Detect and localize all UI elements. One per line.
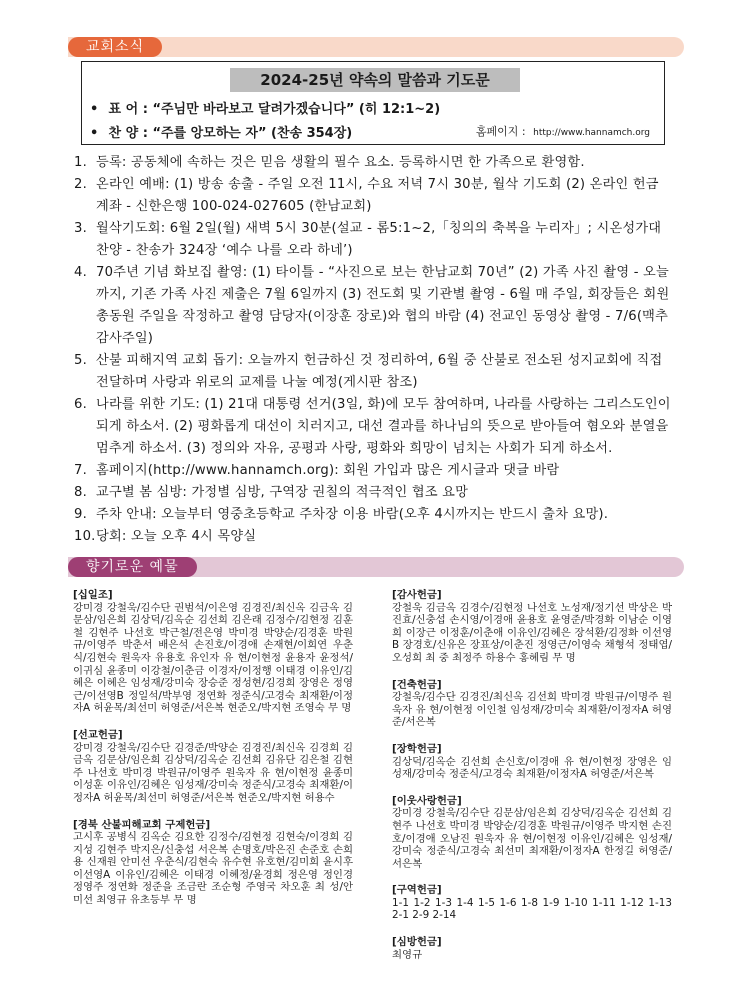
offering-names: 강미경 강철욱/김수단 권범석/이은영 김경진/최신옥 김금옥 김문삼/임은희 김상덕/김옥순 김선희 김은래 김정수/김현정 김훈철 김현주 나선호 박근철/전은영 박미경 박양순/김경훈 박원규/이영주 박춘서 배은석 손진호/이경애 손재현/이희연 우춘식/김현숙 원욱자 유용호 유인자 유 현/이현정 윤용자 윤정석/이귀심 윤종미 이강철/이춘금 이경자/이정행 이태경 이유인/김혜은 이혜은 임성재/강미숙 장승준 정성현/김경희 장영은 정영근/이선영B 정일석/박부영 정연화 정준식/고경숙 최재환/이정자A 허윤목/최선미 허영준/서은복 현준오/박지현 조영숙 무 명 [73,601,353,715]
notice-number: 6. [74,397,87,412]
offerings-right-column [392,589,672,975]
offering-names: 강미경 강철욱/김수단 김경준/박양순 김경진/최신옥 김경희 김금옥 김문삼/임은희 김상덕/김옥순 김선희 김유단 김은철 김현주 나선호 박미경 박원규/이영주 원욱자 유 현/이현정 윤종미 이성훈 이유인/김혜은 임성재/강미숙 정준식/고경숙 최재환/이정자A 허윤목/최선미 허영준/서은복 현준오/박지현 허용수 [73,741,353,804]
notice-text: 월삭기도회: 6월 2일(월) 새벽 5시 30분(설교 - 롬5:1~2,「칭의의 축복을 누리자」; 시온성가대 찬양 - 찬송가 324장 ‘예수 나를 오라 하네’) [96,221,662,258]
offering-title: [십일조] [73,589,113,601]
motto-text: “주님만 바라보고 달려가겠습니다” (히 12:1~2) [152,102,441,117]
offering-title: [감사헌금] [392,589,442,601]
offering-title: [경북 산불피해교회 구제헌금] [73,818,211,831]
verse-box [81,61,665,145]
offering-names: 강철욱/김수단 김경진/최신옥 김선희 박미경 박원규/이명주 원욱자 유 현/이현정 이인철 임성재/강미숙 최재환/이정자A 허영준/서은복 [392,691,672,729]
notice-text: 나라를 위한 기도: (1) 21대 대통령 선거(3일, 화)에 모두 참여하며, 나라를 사랑하는 그리스도인이 되게 하소서. (2) 평화롭게 대선이 치러지고, 대선 결과를 하나님의 뜻으로 받아들여 혐오와 분열을 멈추게 하소서. (3) 정의와 자유, 공평과 사랑, 평화와 희망이 넘치는 사회가 되게 하소서. [96,397,671,456]
notice-item [74,174,672,218]
notice-item [74,152,672,174]
offering-title: [심방헌금] [392,936,442,949]
offering-group [392,679,672,729]
offering-names: 최영규 [392,948,423,961]
section-title-church-news: 교회소식 [68,37,162,57]
offering-names: 고시후 공병식 김옥순 김요한 김정수/김현정 김현숙/이경희 김지성 김현주 박지은/신충섭 서은복 손명호/박은진 손준호 손희용 신재원 안미선 우춘식/김현숙 유수현 유호현/김미희 윤시후 이선영A 이유인/김혜은 이태경 이혜정/윤경희 정은영 정인경 정영주 정연화 정준을 조금란 조순형 주영국 차오훈 최 성/안미선 최영규 유초등부 무 명 [73,831,353,907]
notice-number: 7. [74,463,87,478]
offering-group [73,819,353,907]
hymn-text: “주를 앙모하는 자” (찬송 354장) [152,126,353,141]
offering-title: [장학헌금] [392,742,442,755]
offering-title: [선교헌금] [73,728,123,741]
offering-title: [건축헌금] [392,678,442,691]
notice-text: 당회: 오늘 오후 4시 목양실 [96,529,257,544]
offering-group [392,936,672,961]
offering-group [392,589,672,665]
notice-number: 2. [74,177,87,192]
homepage-label: 홈페이지 : [475,125,526,138]
notice-item [74,350,672,394]
offering-title: [구역헌금] [392,884,442,897]
notice-text: 산불 피해지역 교회 돕기: 오늘까지 헌금하신 것 정리하여, 6월 중 산불로 전소된 성지교회에 직접 전달하며 사랑과 위로의 교제를 나눌 예정(게시판 참조) [96,353,663,390]
notice-number: 4. [74,265,87,280]
notice-item [74,482,672,504]
notice-item [74,394,672,460]
offering-group [73,729,353,805]
notice-text: 등록: 공동체에 속하는 것은 믿음 생활의 필수 요소. 등록하시면 한 가족으로 환영함. [96,155,585,170]
verse-title: 2024-25년 약속의 말씀과 기도문 [230,68,520,92]
offering-names: 강미경 강철욱/김수단 김문삼/임은희 김상덕/김옥순 김선희 김현주 나선호 박미경 박양순/김경훈 박원규/이영주 박지현 손진호/이경애 오남진 원욱자 유 현/이현정 이유인/김혜은 임성재/강미숙 정준식/고경숙 최선미 최재환/이정자A 한정길 허영준/서은복 [392,807,672,870]
notice-number: 8. [74,485,87,500]
homepage-link[interactable]: http://www.hannamch.org [533,128,650,138]
offering-group [392,884,672,922]
notice-item [74,504,672,526]
notice-number: 5. [74,353,87,368]
homepage-info [476,123,650,139]
notice-item [74,460,672,482]
notice-list [74,152,672,548]
notice-text: 온라인 예배: (1) 방송 송출 - 주일 오전 11시, 수요 저녁 7시 30분, 월삭 기도회 (2) 온라인 헌금 계좌 - 신한은행 100-024-027605 (한남교회) [96,177,659,214]
offering-group [392,795,672,871]
motto-line [90,98,440,117]
notice-number: 3. [74,221,87,236]
bullet: • [90,126,99,141]
offering-names: 강철욱 김금옥 김경수/김현정 나선호 노성재/정기선 박상은 박진효/신충섭 손시영/이경애 윤용호 윤영준/박경화 이남순 이영희 이장근 이정훈/이춘애 이유인/김혜은 장석환/김정화 이선영B 장경호/신유은 장표상/이춘진 정영근/이영숙 채형석 정태엽/오성희 최 중 최정주 하용수 홍혜림 무 명 [392,601,672,664]
hymn-line [90,122,352,141]
notice-text: 주차 안내: 오늘부터 영중초등학교 주차장 이용 바람(오후 4시까지는 반드시 출차 요망). [96,507,609,522]
notice-item [74,526,672,548]
notice-number: 9. [74,507,87,522]
offering-group [392,743,672,781]
hymn-label: 찬 양 : [108,126,148,141]
offerings-left-column [73,589,353,921]
bullet: • [90,102,99,117]
notice-text: 70주년 기념 화보집 촬영: (1) 타이틀 - “사진으로 보는 한남교회 70년” (2) 가족 사진 촬영 - 오늘까지, 기존 가족 사진 제출은 7월 6일까지 (3) 전도회 및 기관별 촬영 - 6월 매 주일, 회장들은 회원 총동원 주일을 작정하고 촬영 담당자(이장훈 장로)와 협의 바람 (4) 전교인 동영상 촬영 - 7/6(맥추감사주일) [96,265,670,346]
notice-item [74,262,672,350]
notice-text: 홈페이지(http://www.hannamch.org): 회원 가입과 많은 게시글과 댓글 바람 [96,463,560,478]
notice-item [74,218,672,262]
section-title-offerings: 향기로운 예물 [68,557,197,577]
offering-group [73,589,353,715]
offering-names: 김상덕/김옥순 김선희 손신호/이경애 유 현/이현정 장영은 임성재/강미숙 정준식/고경숙 최재환/이정자A 허영준/서은복 [392,755,672,781]
notice-number: 10. [74,529,96,544]
offering-names: 1-1 1-2 1-3 1-4 1-5 1-6 1-8 1-9 1-10 1-11 1-12 1-13 2-1 2-9 2-14 [392,896,672,922]
motto-label: 표 어 : [108,102,148,117]
notice-number: 1. [74,155,87,170]
offering-title: [이웃사랑헌금] [392,794,462,807]
notice-text: 교구별 봄 심방: 가정별 심방, 구역장 권칠의 적극적인 협조 요망 [96,485,469,500]
